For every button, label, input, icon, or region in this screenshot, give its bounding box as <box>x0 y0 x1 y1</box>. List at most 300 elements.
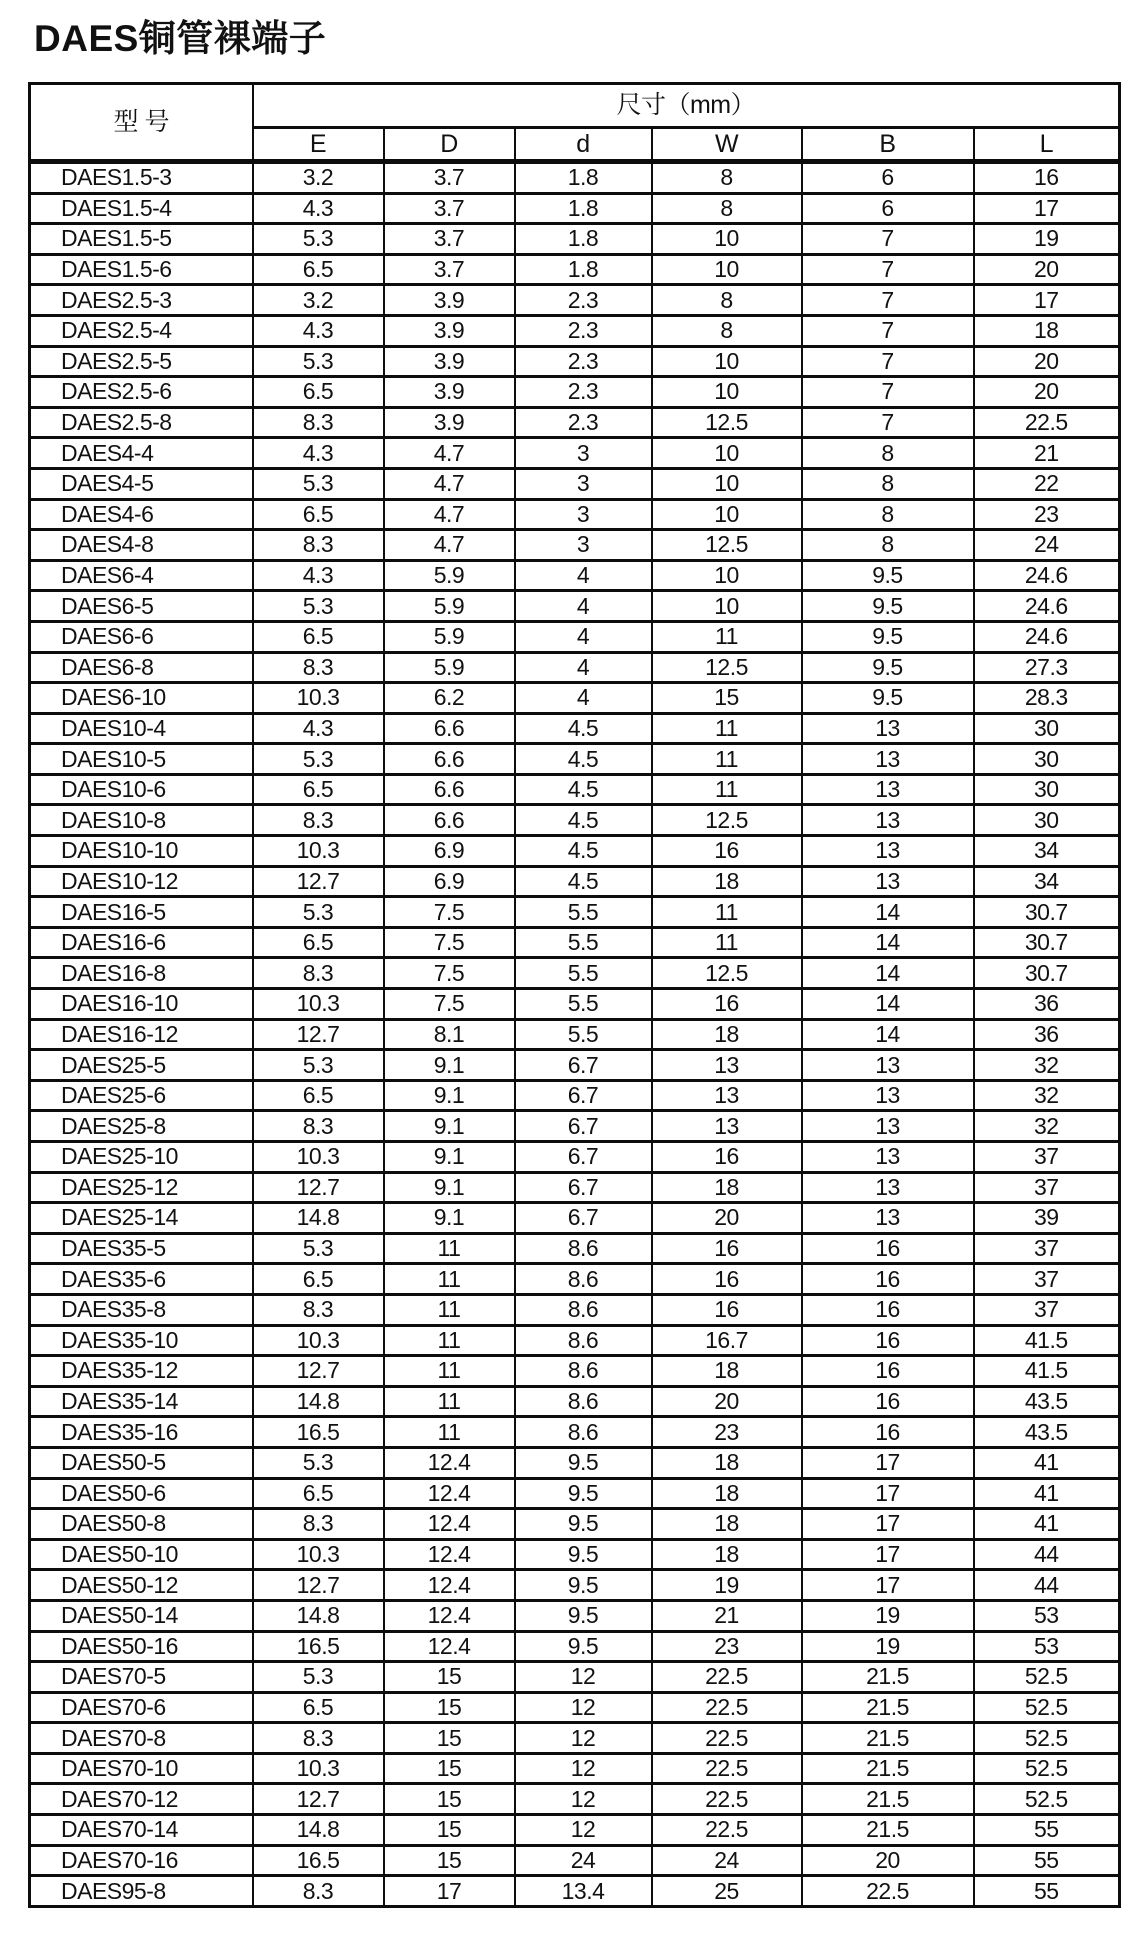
value-cell: 11 <box>652 774 802 805</box>
value-cell: 9.1 <box>384 1142 515 1173</box>
value-cell: 11 <box>652 621 802 652</box>
table-row <box>30 683 1120 714</box>
model-cell: DAES35-8 <box>30 1294 253 1325</box>
value-cell: 21.5 <box>802 1753 974 1784</box>
table-row <box>30 1050 1120 1081</box>
table-row <box>30 1570 1120 1601</box>
value-cell: 14.8 <box>253 1386 384 1417</box>
value-cell: 16 <box>652 1233 802 1264</box>
value-cell: 16 <box>802 1417 974 1448</box>
value-cell: 3 <box>515 438 652 469</box>
model-cell: DAES25-6 <box>30 1080 253 1111</box>
table-row <box>30 836 1120 867</box>
table-row <box>30 989 1120 1020</box>
value-cell: 5.9 <box>384 560 515 591</box>
model-cell: DAES1.5-5 <box>30 224 253 255</box>
model-cell: DAES6-4 <box>30 560 253 591</box>
table-row <box>30 162 1120 194</box>
table-row <box>30 1509 1120 1540</box>
value-cell: 24.6 <box>974 560 1120 591</box>
value-cell: 21.5 <box>802 1662 974 1693</box>
value-cell: 6.5 <box>253 1478 384 1509</box>
value-cell: 6.5 <box>253 254 384 285</box>
table-row <box>30 560 1120 591</box>
model-cell: DAES70-16 <box>30 1845 253 1876</box>
model-cell: DAES4-8 <box>30 530 253 561</box>
value-cell: 16.5 <box>253 1845 384 1876</box>
table-row <box>30 1631 1120 1662</box>
value-cell: 6.7 <box>515 1172 652 1203</box>
value-cell: 37 <box>974 1172 1120 1203</box>
value-cell: 16 <box>802 1264 974 1295</box>
table-row <box>30 1356 1120 1387</box>
value-cell: 4.7 <box>384 499 515 530</box>
value-cell: 2.3 <box>515 285 652 316</box>
table-row <box>30 407 1120 438</box>
table-row <box>30 1662 1120 1693</box>
value-cell: 18 <box>974 315 1120 346</box>
value-cell: 9.5 <box>515 1631 652 1662</box>
value-cell: 6.5 <box>253 377 384 408</box>
value-cell: 10 <box>652 499 802 530</box>
value-cell: 4.5 <box>515 744 652 775</box>
model-cell: DAES10-12 <box>30 866 253 897</box>
value-cell: 15 <box>652 683 802 714</box>
value-cell: 3.2 <box>253 285 384 316</box>
value-cell: 13 <box>802 744 974 775</box>
value-cell: 30.7 <box>974 958 1120 989</box>
value-cell: 37 <box>974 1294 1120 1325</box>
value-cell: 16 <box>802 1294 974 1325</box>
table-row <box>30 774 1120 805</box>
value-cell: 12.4 <box>384 1600 515 1631</box>
value-cell: 21.5 <box>802 1784 974 1815</box>
table-row <box>30 897 1120 928</box>
value-cell: 12.7 <box>253 1019 384 1050</box>
value-cell: 20 <box>652 1386 802 1417</box>
model-cell: DAES6-10 <box>30 683 253 714</box>
dim-column-header-d: d <box>515 128 652 162</box>
value-cell: 4.3 <box>253 193 384 224</box>
value-cell: 41 <box>974 1509 1120 1540</box>
value-cell: 16.5 <box>253 1417 384 1448</box>
value-cell: 24.6 <box>974 591 1120 622</box>
value-cell: 52.5 <box>974 1662 1120 1693</box>
model-cell: DAES16-10 <box>30 989 253 1020</box>
value-cell: 13 <box>802 1172 974 1203</box>
value-cell: 10 <box>652 438 802 469</box>
value-cell: 55 <box>974 1876 1120 1907</box>
table-row <box>30 1417 1120 1448</box>
value-cell: 5.3 <box>253 224 384 255</box>
value-cell: 9.5 <box>515 1539 652 1570</box>
value-cell: 4.7 <box>384 438 515 469</box>
value-cell: 6 <box>802 162 974 194</box>
value-cell: 13 <box>802 713 974 744</box>
model-cell: DAES50-12 <box>30 1570 253 1601</box>
value-cell: 5.3 <box>253 346 384 377</box>
value-cell: 19 <box>974 224 1120 255</box>
value-cell: 14 <box>802 897 974 928</box>
value-cell: 2.3 <box>515 407 652 438</box>
table-row <box>30 1294 1120 1325</box>
value-cell: 14.8 <box>253 1600 384 1631</box>
table-row <box>30 1111 1120 1142</box>
value-cell: 9.5 <box>802 652 974 683</box>
value-cell: 4 <box>515 652 652 683</box>
value-cell: 7.5 <box>384 927 515 958</box>
value-cell: 4.5 <box>515 805 652 836</box>
value-cell: 13 <box>652 1050 802 1081</box>
model-cell: DAES50-6 <box>30 1478 253 1509</box>
value-cell: 11 <box>384 1356 515 1387</box>
value-cell: 10 <box>652 377 802 408</box>
value-cell: 22.5 <box>652 1723 802 1754</box>
value-cell: 4.5 <box>515 836 652 867</box>
value-cell: 53 <box>974 1600 1120 1631</box>
value-cell: 5.3 <box>253 897 384 928</box>
model-cell: DAES10-5 <box>30 744 253 775</box>
value-cell: 18 <box>652 1172 802 1203</box>
value-cell: 11 <box>652 713 802 744</box>
value-cell: 14.8 <box>253 1203 384 1234</box>
value-cell: 11 <box>384 1417 515 1448</box>
value-cell: 12 <box>515 1753 652 1784</box>
value-cell: 16.7 <box>652 1325 802 1356</box>
value-cell: 43.5 <box>974 1386 1120 1417</box>
value-cell: 9.5 <box>802 683 974 714</box>
value-cell: 27.3 <box>974 652 1120 683</box>
value-cell: 4.3 <box>253 713 384 744</box>
value-cell: 16.5 <box>253 1631 384 1662</box>
value-cell: 12.7 <box>253 1570 384 1601</box>
value-cell: 9.5 <box>515 1600 652 1631</box>
value-cell: 6.7 <box>515 1142 652 1173</box>
value-cell: 3.2 <box>253 162 384 194</box>
value-cell: 14 <box>802 989 974 1020</box>
value-cell: 5.3 <box>253 591 384 622</box>
value-cell: 24.6 <box>974 621 1120 652</box>
value-cell: 28.3 <box>974 683 1120 714</box>
value-cell: 41.5 <box>974 1325 1120 1356</box>
value-cell: 15 <box>384 1662 515 1693</box>
value-cell: 12.5 <box>652 530 802 561</box>
value-cell: 12.4 <box>384 1539 515 1570</box>
value-cell: 16 <box>802 1356 974 1387</box>
value-cell: 6.7 <box>515 1111 652 1142</box>
model-cell: DAES35-10 <box>30 1325 253 1356</box>
value-cell: 11 <box>384 1233 515 1264</box>
table-row <box>30 1386 1120 1417</box>
value-cell: 5.9 <box>384 652 515 683</box>
value-cell: 17 <box>802 1509 974 1540</box>
value-cell: 18 <box>652 1447 802 1478</box>
model-cell: DAES1.5-6 <box>30 254 253 285</box>
value-cell: 12.5 <box>652 805 802 836</box>
value-cell: 8.3 <box>253 958 384 989</box>
model-column-header: 型 号 <box>30 84 253 162</box>
table-body <box>30 162 1120 1907</box>
table-row <box>30 1692 1120 1723</box>
model-cell: DAES4-5 <box>30 468 253 499</box>
value-cell: 10 <box>652 468 802 499</box>
model-cell: DAES10-8 <box>30 805 253 836</box>
value-cell: 3.9 <box>384 315 515 346</box>
model-cell: DAES25-5 <box>30 1050 253 1081</box>
value-cell: 3 <box>515 530 652 561</box>
value-cell: 11 <box>652 927 802 958</box>
value-cell: 8.3 <box>253 1509 384 1540</box>
model-cell: DAES10-6 <box>30 774 253 805</box>
value-cell: 2.3 <box>515 377 652 408</box>
value-cell: 52.5 <box>974 1723 1120 1754</box>
value-cell: 17 <box>802 1539 974 1570</box>
value-cell: 13 <box>802 1203 974 1234</box>
model-cell: DAES70-8 <box>30 1723 253 1754</box>
value-cell: 13 <box>802 1142 974 1173</box>
value-cell: 17 <box>802 1447 974 1478</box>
value-cell: 4.3 <box>253 315 384 346</box>
value-cell: 23 <box>652 1631 802 1662</box>
value-cell: 44 <box>974 1570 1120 1601</box>
value-cell: 7 <box>802 285 974 316</box>
value-cell: 22.5 <box>652 1662 802 1693</box>
model-cell: DAES10-4 <box>30 713 253 744</box>
value-cell: 10 <box>652 254 802 285</box>
value-cell: 5.5 <box>515 989 652 1020</box>
value-cell: 12.4 <box>384 1447 515 1478</box>
model-cell: DAES2.5-3 <box>30 285 253 316</box>
value-cell: 1.8 <box>515 224 652 255</box>
value-cell: 8.3 <box>253 1294 384 1325</box>
value-cell: 4 <box>515 591 652 622</box>
table-row <box>30 530 1120 561</box>
value-cell: 18 <box>652 1539 802 1570</box>
value-cell: 12 <box>515 1692 652 1723</box>
value-cell: 55 <box>974 1845 1120 1876</box>
value-cell: 15 <box>384 1815 515 1846</box>
table-row <box>30 193 1120 224</box>
model-cell: DAES50-10 <box>30 1539 253 1570</box>
value-cell: 10.3 <box>253 1753 384 1784</box>
value-cell: 21.5 <box>802 1815 974 1846</box>
model-cell: DAES35-5 <box>30 1233 253 1264</box>
value-cell: 52.5 <box>974 1692 1120 1723</box>
dim-column-header-D: D <box>384 128 515 162</box>
table-row <box>30 621 1120 652</box>
value-cell: 10 <box>652 224 802 255</box>
value-cell: 16 <box>652 1264 802 1295</box>
value-cell: 9.5 <box>802 591 974 622</box>
value-cell: 13 <box>802 774 974 805</box>
value-cell: 4 <box>515 683 652 714</box>
value-cell: 23 <box>652 1417 802 1448</box>
value-cell: 5.9 <box>384 621 515 652</box>
value-cell: 7 <box>802 346 974 377</box>
dim-column-header-W: W <box>652 128 802 162</box>
value-cell: 12 <box>515 1662 652 1693</box>
value-cell: 8.3 <box>253 652 384 683</box>
value-cell: 30 <box>974 713 1120 744</box>
value-cell: 5.5 <box>515 927 652 958</box>
table-row <box>30 1753 1120 1784</box>
value-cell: 8.1 <box>384 1019 515 1050</box>
dim-column-header-L: L <box>974 128 1120 162</box>
model-cell: DAES4-4 <box>30 438 253 469</box>
value-cell: 22.5 <box>652 1692 802 1723</box>
value-cell: 37 <box>974 1142 1120 1173</box>
value-cell: 36 <box>974 1019 1120 1050</box>
value-cell: 2.3 <box>515 315 652 346</box>
value-cell: 14.8 <box>253 1815 384 1846</box>
value-cell: 41 <box>974 1478 1120 1509</box>
value-cell: 12.4 <box>384 1570 515 1601</box>
value-cell: 9.5 <box>515 1447 652 1478</box>
value-cell: 6.5 <box>253 621 384 652</box>
value-cell: 41 <box>974 1447 1120 1478</box>
value-cell: 37 <box>974 1233 1120 1264</box>
value-cell: 12 <box>515 1784 652 1815</box>
value-cell: 9.5 <box>515 1509 652 1540</box>
value-cell: 5.5 <box>515 1019 652 1050</box>
value-cell: 11 <box>652 744 802 775</box>
model-cell: DAES50-5 <box>30 1447 253 1478</box>
value-cell: 8.3 <box>253 530 384 561</box>
table-row <box>30 315 1120 346</box>
value-cell: 22 <box>974 468 1120 499</box>
model-cell: DAES50-14 <box>30 1600 253 1631</box>
value-cell: 5.3 <box>253 744 384 775</box>
value-cell: 4.5 <box>515 866 652 897</box>
value-cell: 6.5 <box>253 774 384 805</box>
value-cell: 3.7 <box>384 224 515 255</box>
model-cell: DAES2.5-8 <box>30 407 253 438</box>
model-cell: DAES6-8 <box>30 652 253 683</box>
value-cell: 32 <box>974 1111 1120 1142</box>
value-cell: 18 <box>652 1019 802 1050</box>
value-cell: 30 <box>974 774 1120 805</box>
value-cell: 34 <box>974 866 1120 897</box>
value-cell: 9.5 <box>802 560 974 591</box>
value-cell: 8 <box>802 499 974 530</box>
value-cell: 16 <box>652 1294 802 1325</box>
value-cell: 6.5 <box>253 499 384 530</box>
model-cell: DAES25-14 <box>30 1203 253 1234</box>
value-cell: 15 <box>384 1753 515 1784</box>
value-cell: 10.3 <box>253 989 384 1020</box>
value-cell: 10.3 <box>253 1325 384 1356</box>
value-cell: 20 <box>974 377 1120 408</box>
value-cell: 8 <box>652 285 802 316</box>
value-cell: 16 <box>652 1142 802 1173</box>
value-cell: 9.1 <box>384 1080 515 1111</box>
table-row <box>30 958 1120 989</box>
model-cell: DAES6-6 <box>30 621 253 652</box>
value-cell: 6.5 <box>253 1264 384 1295</box>
table-row <box>30 1784 1120 1815</box>
model-cell: DAES2.5-4 <box>30 315 253 346</box>
value-cell: 30 <box>974 805 1120 836</box>
value-cell: 11 <box>652 897 802 928</box>
value-cell: 3.7 <box>384 162 515 194</box>
value-cell: 5.3 <box>253 1233 384 1264</box>
value-cell: 8.3 <box>253 1876 384 1907</box>
table-row <box>30 499 1120 530</box>
value-cell: 13 <box>802 1050 974 1081</box>
value-cell: 6.7 <box>515 1050 652 1081</box>
model-cell: DAES70-5 <box>30 1662 253 1693</box>
table-row <box>30 1203 1120 1234</box>
table-row <box>30 1876 1120 1907</box>
model-cell: DAES35-16 <box>30 1417 253 1448</box>
value-cell: 6.9 <box>384 866 515 897</box>
value-cell: 13 <box>652 1080 802 1111</box>
value-cell: 13 <box>802 805 974 836</box>
value-cell: 4 <box>515 560 652 591</box>
value-cell: 9.5 <box>802 621 974 652</box>
value-cell: 15 <box>384 1845 515 1876</box>
value-cell: 1.8 <box>515 162 652 194</box>
value-cell: 53 <box>974 1631 1120 1662</box>
value-cell: 25 <box>652 1876 802 1907</box>
model-cell: DAES25-10 <box>30 1142 253 1173</box>
value-cell: 44 <box>974 1539 1120 1570</box>
value-cell: 7.5 <box>384 897 515 928</box>
value-cell: 12.4 <box>384 1631 515 1662</box>
value-cell: 3.7 <box>384 193 515 224</box>
value-cell: 10 <box>652 560 802 591</box>
table-row <box>30 1233 1120 1264</box>
value-cell: 6.6 <box>384 805 515 836</box>
value-cell: 8.6 <box>515 1325 652 1356</box>
page-title: DAES铜管裸端子 <box>34 18 327 59</box>
value-cell: 15 <box>384 1692 515 1723</box>
value-cell: 30 <box>974 744 1120 775</box>
model-cell: DAES50-16 <box>30 1631 253 1662</box>
value-cell: 10.3 <box>253 1142 384 1173</box>
dim-column-header-B: B <box>802 128 974 162</box>
value-cell: 16 <box>802 1325 974 1356</box>
table-row <box>30 1815 1120 1846</box>
value-cell: 37 <box>974 1264 1120 1295</box>
value-cell: 18 <box>652 1509 802 1540</box>
value-cell: 4.5 <box>515 774 652 805</box>
value-cell: 8.6 <box>515 1233 652 1264</box>
value-cell: 9.1 <box>384 1203 515 1234</box>
value-cell: 12.5 <box>652 958 802 989</box>
table-row <box>30 377 1120 408</box>
value-cell: 6.7 <box>515 1203 652 1234</box>
value-cell: 15 <box>384 1784 515 1815</box>
value-cell: 9.5 <box>515 1478 652 1509</box>
value-cell: 30.7 <box>974 927 1120 958</box>
value-cell: 7 <box>802 407 974 438</box>
value-cell: 2.3 <box>515 346 652 377</box>
value-cell: 21.5 <box>802 1723 974 1754</box>
value-cell: 12.5 <box>652 652 802 683</box>
value-cell: 6.9 <box>384 836 515 867</box>
value-cell: 13.4 <box>515 1876 652 1907</box>
value-cell: 6.6 <box>384 713 515 744</box>
value-cell: 15 <box>384 1723 515 1754</box>
value-cell: 19 <box>652 1570 802 1601</box>
value-cell: 36 <box>974 989 1120 1020</box>
value-cell: 32 <box>974 1050 1120 1081</box>
value-cell: 5.5 <box>515 958 652 989</box>
dimensions-group-header: 尺寸（mm） <box>253 84 1120 128</box>
value-cell: 8 <box>802 530 974 561</box>
value-cell: 8.6 <box>515 1264 652 1295</box>
